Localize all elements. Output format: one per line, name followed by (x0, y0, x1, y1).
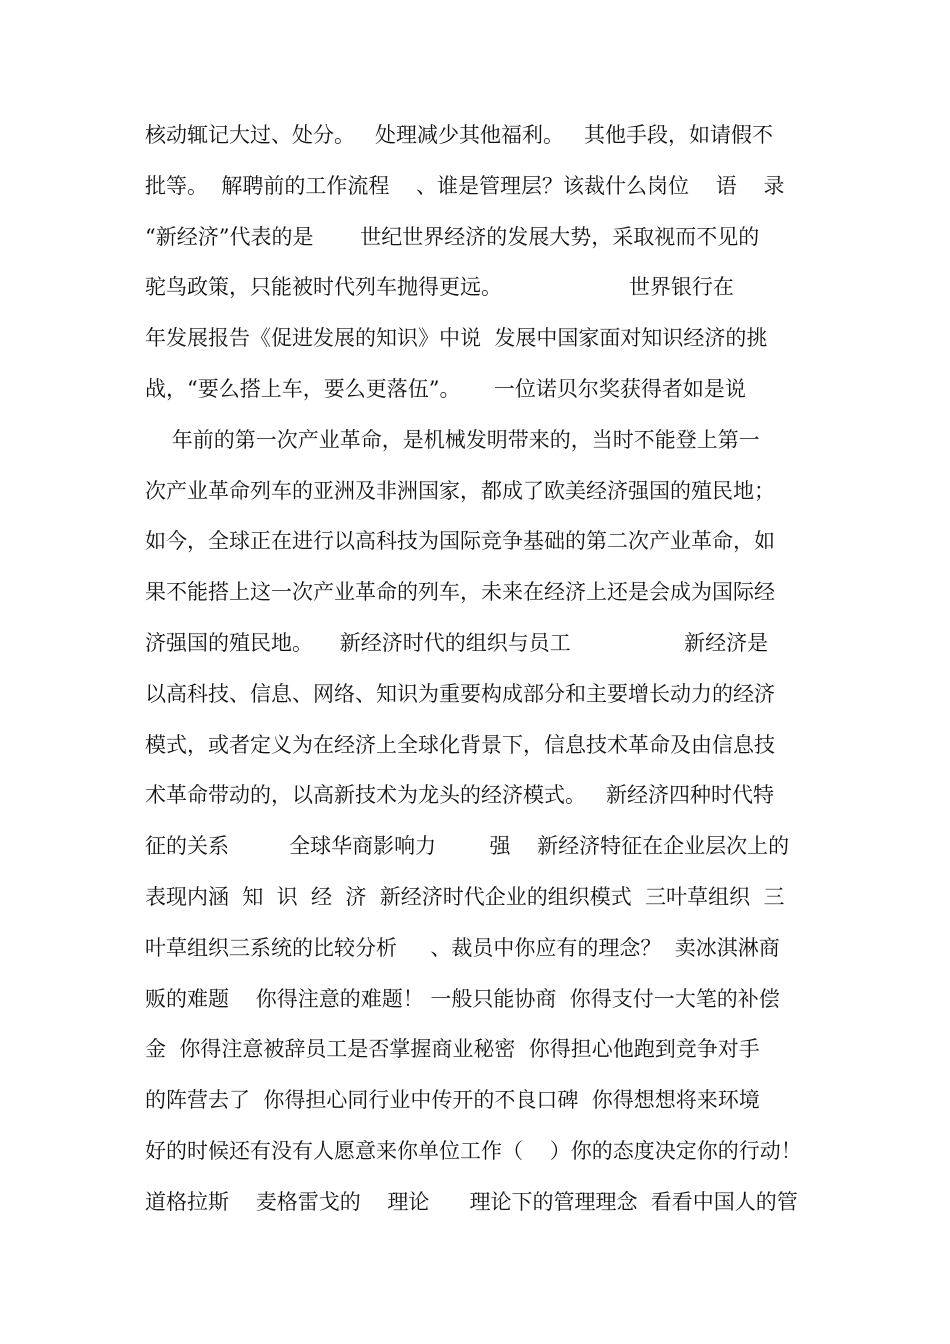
text-line: 道格拉斯 麦格雷戈的 理论 理论下的管理理念 看看中国人的管 (145, 1189, 798, 1214)
text-line: 的阵营去了 你得担心同行业中传开的不良口碑 你得想想将来环境 (145, 1088, 760, 1113)
text-line: 批等。 解聘前的工作流程 、谁是管理层？该裁什么岗位 语 录 (145, 173, 785, 198)
text-line: 表现内涵 知 识 经 济 新经济时代企业的组织模式 三叶草组织 三 (145, 884, 785, 909)
text-line: 征的关系 全球华商影响力 强 新经济特征在企业层次上的 (145, 834, 790, 859)
text-line: 贩的难题 你得注意的难题！ 一般只能协商 你得支付一大笔的补偿 (145, 986, 780, 1011)
text-line: 以高科技、信息、网络、知识为重要构成部分和主要增长动力的经济 (145, 681, 775, 706)
text-line: 战，“要么搭上车，要么更落伍”。 一位诺贝尔奖获得者如是说 (145, 376, 746, 401)
text-line: 济强国的殖民地。 新经济时代的组织与员工 新经济是 (145, 630, 769, 655)
text-line: 叶草组织三系统的比较分析 、裁员中你应有的理念？ 卖冰淇淋商 (145, 935, 780, 960)
text-line: “新经济”代表的是 世纪世界经济的发展大势，采取视而不见的 (145, 224, 760, 249)
text-line: 术革命带动的，以高新技术为龙头的经济模式。 新经济四种时代特 (145, 783, 775, 808)
text-line: 如今，全球正在进行以高科技为国际竞争基础的第二次产业革命，如 (145, 529, 775, 554)
text-line: 果不能搭上这一次产业革命的列车，未来在经济上还是会成为国际经 (145, 580, 775, 605)
text-line: 好的时候还有没有人愿意来你单位工作（ ）你的态度决定你的行动！ (145, 1138, 802, 1163)
body-text (145, 115, 810, 1233)
text-line: 驼鸟政策，只能被时代列车抛得更远。 世界银行在 (145, 275, 734, 300)
text-line: 年发展报告《促进发展的知识》中说 发展中国家面对知识经济的挑 (145, 326, 768, 351)
text-line: 金 你得注意被辞员工是否掌握商业秘密 你得担心他跑到竞争对手 (145, 1037, 760, 1062)
text-line: 模式，或者定义为在经济上全球化背景下，信息技术革命及由信息技 (145, 732, 775, 757)
text-line: 年前的第一次产业革命，是机械发明带来的，当时不能登上第一 (145, 427, 760, 452)
text-line: 核动辄记大过、处分。 处理减少其他福利。 其他手段，如请假不 (145, 123, 774, 147)
text-line: 次产业革命列车的亚洲及非洲国家，都成了欧美经济强国的殖民地； (145, 478, 775, 503)
